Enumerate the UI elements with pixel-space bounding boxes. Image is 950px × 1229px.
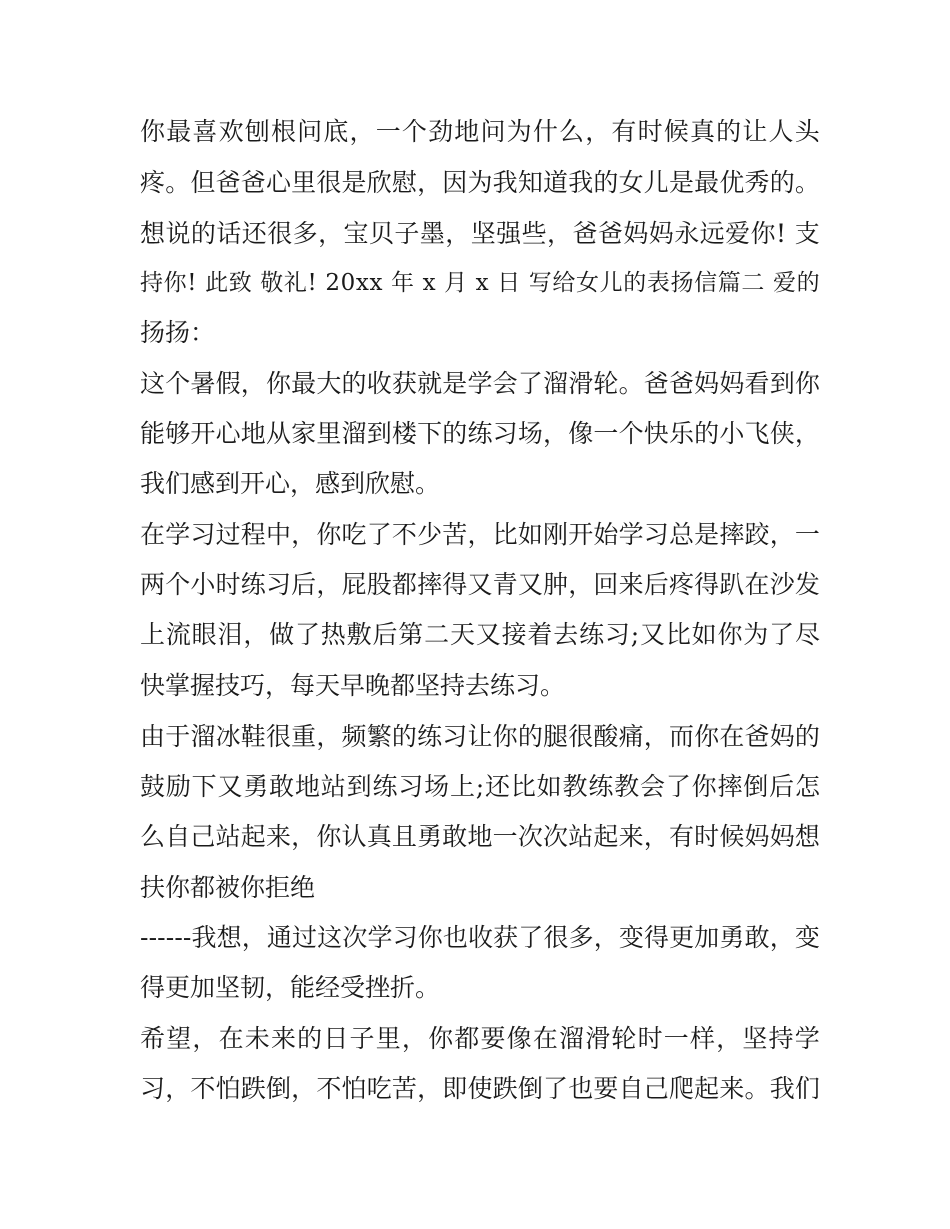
text-line: 得更加坚韧，能经受挫折。 [140,973,441,1002]
text-line: 由 于 溜 冰 鞋 很 重 ， 频 繁 的 练 习 让 你 的 腿 很 酸 痛 ， 而 你 在 爸 妈 的 [140,722,820,751]
text-line: 持 你 ! 此 致 敬 礼 ! 2 0 x x 年 x 月 x 日 写 给 女 儿 的 表 扬 信 篇 二 爱 的 [140,270,820,296]
text-line: 扶你都被你拒绝 [140,873,316,902]
text-line: 希 望 ， 在 未 来 的 日 子 里 ， 你 都 要 像 在 溜 滑 轮 时 一 样 ， 坚 持 学 [140,1024,820,1053]
text-line: 能 够 开 心 地 从 家 里 溜 到 楼 下 的 练 习 场 ， 像 一 个 快 乐 的 小 飞 侠 ， [140,419,820,448]
text-line: 疼 。 但 爸 爸 心 里 很 是 欣 慰 ， 因 为 我 知 道 我 的 女 儿 是 最 优 秀 的 。 [140,168,820,197]
text-line: 鼓 励 下 又 勇 敢 地 站 到 练 习 场 上 ; 还 比 如 教 练 教 会 了 你 摔 倒 后 怎 [140,772,820,801]
text-line: 上 流 眼 泪 ， 做 了 热 敷 后 第 二 天 又 接 着 去 练 习 ; 又 比 如 你 为 了 尽 [140,620,820,649]
text-line: 想 说 的 话 还 很 多 ， 宝 贝 子 墨 ， 坚 强 些 ， 爸 爸 妈 妈 永 远 爱 你 ! 支 [140,219,820,248]
text-line: 习 ， 不 怕 跌 倒 ， 不 怕 吃 苦 ， 即 使 跌 倒 了 也 要 自 己 爬 起 来 。 我 们 [140,1074,820,1103]
text-line: 这 个 暑 假 ， 你 最 大 的 收 获 就 是 学 会 了 溜 滑 轮 。 爸 爸 妈 妈 看 到 你 [140,369,820,398]
text-line: 么 自 己 站 起 来 ， 你 认 真 且 勇 敢 地 一 次 次 站 起 来 ， 有 时 候 妈 妈 想 [140,822,820,851]
text-line: 扬扬： [140,318,216,347]
text-line: 你 最 喜 欢 刨 根 问 底 ， 一 个 劲 地 问 为 什 么 ， 有 时 候 真 的 让 人 头 [140,117,820,146]
text-line: - - - - - - 我 想 ， 通 过 这 次 学 习 你 也 收 获 了 很 多 ， 变 得 更 加 勇 敢 ， 变 [140,923,820,952]
text-line: 两 个 小 时 练 习 后 ， 屁 股 都 摔 得 又 青 又 肿 ， 回 来 后 疼 得 趴 在 沙 发 [140,570,820,599]
text-line: 在 学 习 过 程 中 ， 你 吃 了 不 少 苦 ， 比 如 刚 开 始 学 习 总 是 摔 跤 ， 一 [140,520,820,549]
text-line: 我们感到开心，感到欣慰。 [140,469,441,498]
text-line: 快掌握技巧，每天早晚都坚持去练习。 [140,671,566,700]
